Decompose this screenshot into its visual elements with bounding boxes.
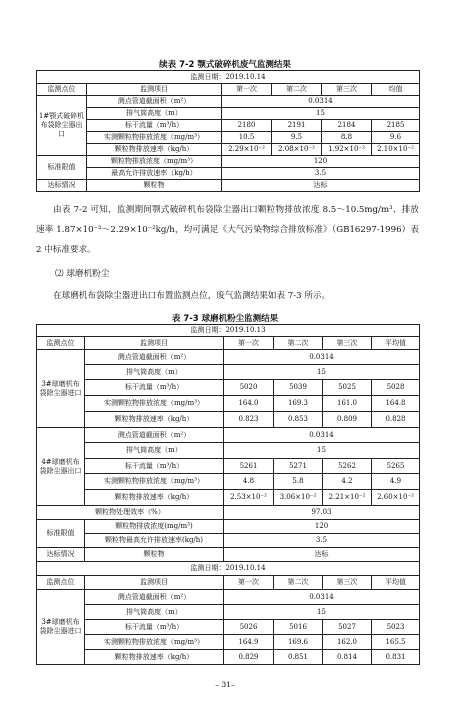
cell: 5261 <box>224 459 274 474</box>
area-value: 0.0314 <box>224 590 420 605</box>
monitor-date: 监测日期：2019.10.13 <box>37 325 420 337</box>
cell: 169.6 <box>274 635 323 650</box>
cell: 0.828 <box>372 412 420 428</box>
cell: 8.8 <box>322 132 372 144</box>
row-label: 标干流量（m³/h） <box>85 380 224 396</box>
cell: 2.10×10⁻² <box>372 144 420 156</box>
location-cell: 4#球磨机布袋除尘器出口 <box>37 428 85 506</box>
row-label: 颗粒物排放速率（kg/h） <box>85 412 224 428</box>
row-label: 实测颗粒物排放浓度（mg/m³） <box>85 474 224 490</box>
row-label: 颗粒物排放速率（kg/h） <box>85 490 224 506</box>
row-label: 标干流量（m³/h） <box>85 459 224 474</box>
cell: 5265 <box>372 459 420 474</box>
row-label: 颗粒物排放速率（kg/h） <box>85 650 224 665</box>
col-header-run-2: 第二次 <box>272 84 322 96</box>
cell: 165.5 <box>372 635 420 650</box>
cell: 0.851 <box>274 650 323 665</box>
col-header-item: 监测项目 <box>87 84 222 96</box>
col-header-run-3: 第三次 <box>323 337 372 350</box>
cell: 5023 <box>372 620 420 635</box>
col-header-mean: 均值 <box>372 84 420 96</box>
cell: 5039 <box>274 380 323 396</box>
cell: 5027 <box>323 620 372 635</box>
height-value: 15 <box>224 365 420 380</box>
limit-item: 最高允许排放速率（kg/h） <box>87 168 222 180</box>
cell: 0.814 <box>323 650 372 665</box>
row-label: 标干流量（m³/h） <box>85 620 224 635</box>
cell: 0.809 <box>323 412 372 428</box>
cell: 2.08×10⁻² <box>272 144 322 156</box>
area-label: 测点管道截面积（m²） <box>85 590 224 605</box>
cell: 4.2 <box>323 474 372 490</box>
cell: 5262 <box>323 459 372 474</box>
col-header-mean: 平均值 <box>372 576 420 590</box>
col-header-run-1: 第一次 <box>222 84 272 96</box>
row-label: 标干流量（m³/h） <box>87 120 222 132</box>
efficiency-label: 颗粒物处理效率（%） <box>37 506 224 520</box>
limit-item: 颗粒物最高允许排放速率(kg/h) <box>85 534 224 548</box>
limit-label: 标准限值 <box>37 520 85 548</box>
cell: 164.0 <box>224 396 274 412</box>
cell: 4.8 <box>224 474 274 490</box>
status-value: 达标 <box>222 180 420 192</box>
cell: 5020 <box>224 380 274 396</box>
col-header-item: 监测项目 <box>85 337 224 350</box>
paragraph-intro: 在球磨机布袋除尘器进出口布置监测点位，废气监测结果如表 7-3 所示。 <box>53 291 331 301</box>
limit-label: 标准限值 <box>37 156 87 180</box>
cell: 164.8 <box>372 396 420 412</box>
area-value: 0.0314 <box>224 350 420 365</box>
height-label: 排气筒高度（m） <box>85 443 224 459</box>
table-7-3-caption: 表 7-3 球磨机粉尘监测结果 <box>171 314 279 324</box>
cell: 0.823 <box>224 412 274 428</box>
limit-item: 颗粒物排放浓度（mg/m³） <box>87 156 222 168</box>
col-header-location: 监测点位 <box>37 84 87 96</box>
limit-value: 120 <box>224 520 420 534</box>
status-label: 达标情况 <box>37 180 87 192</box>
limit-value: 3.5 <box>224 534 420 548</box>
col-header-item: 监测项目 <box>85 576 224 590</box>
height-label: 排气筒高度（m） <box>85 365 224 380</box>
cell: 0.831 <box>372 650 420 665</box>
col-header-run-2: 第二次 <box>274 576 323 590</box>
cell: 169.3 <box>274 396 323 412</box>
row-label: 实测颗粒物排放浓度（mg/m³） <box>85 635 224 650</box>
status-item: 颗粒物 <box>87 180 222 192</box>
cell: 5025 <box>323 380 372 396</box>
location-cell: 1#颚式破碎机布袋除尘器出口 <box>37 96 87 156</box>
efficiency-value: 97.03 <box>224 506 420 520</box>
location-cell: 3#球磨机布袋除尘器进口 <box>37 590 85 665</box>
status-label: 达标情况 <box>37 548 85 562</box>
col-header-run-2: 第二次 <box>274 337 323 350</box>
cell: 2185 <box>372 120 420 132</box>
col-header-location: 监测点位 <box>37 337 85 350</box>
cell: 0.829 <box>224 650 274 665</box>
cell: 164.9 <box>224 635 274 650</box>
cell: 161.0 <box>323 396 372 412</box>
cell: 5.8 <box>274 474 323 490</box>
limit-value: 120 <box>222 156 420 168</box>
col-header-location: 监测点位 <box>37 576 85 590</box>
monitor-date: 监测日期：2019.10.14 <box>37 71 420 84</box>
cell: 10.5 <box>222 132 272 144</box>
row-label: 颗粒物排放速率（kg/h） <box>87 144 222 156</box>
location-cell: 3#球磨机布袋除尘器进口 <box>37 350 85 428</box>
table-7-3 <box>36 324 420 665</box>
limit-value: 3.5 <box>222 168 420 180</box>
cell: 162.0 <box>323 635 372 650</box>
col-header-run-3: 第三次 <box>323 576 372 590</box>
cell: 9.6 <box>372 132 420 144</box>
cell: 5016 <box>274 620 323 635</box>
cell: 0.853 <box>274 412 323 428</box>
cell: 2.53×10⁻² <box>224 490 274 506</box>
limit-item: 颗粒物排放浓度(mg/m³) <box>85 520 224 534</box>
col-header-mean: 平均值 <box>372 337 420 350</box>
area-label: 测点管道截面积（m²） <box>85 350 224 365</box>
cell: 2184 <box>322 120 372 132</box>
table-7-2-caption: 续表 7-2 颚式破碎机废气监测结果 <box>159 60 291 70</box>
cell: 9.5 <box>272 132 322 144</box>
cell: 2191 <box>272 120 322 132</box>
height-value: 15 <box>224 443 420 459</box>
cell: 4.9 <box>372 474 420 490</box>
cell: 5028 <box>372 380 420 396</box>
status-value: 达标 <box>224 548 420 562</box>
monitor-date: 监测日期：2019.10.14 <box>37 562 420 576</box>
area-label: 测点管道截面积（m²） <box>85 428 224 443</box>
cell: 2.21×10⁻² <box>323 490 372 506</box>
area-label: 测点管道截面积（m²） <box>87 96 222 108</box>
table-7-2 <box>36 70 420 192</box>
cell: 5271 <box>274 459 323 474</box>
cell: 5026 <box>224 620 274 635</box>
height-value: 15 <box>222 108 420 120</box>
col-header-run-3: 第三次 <box>322 84 372 96</box>
section-heading: ⑵ 球磨机粉尘 <box>55 269 110 279</box>
paragraph-analysis: 由表 7-2 可知，监测期间颚式破碎机布袋除尘器出口颗粒物排放浓度 8.5～10.5mg/m³、排放速率 1.87×10⁻²～2.29×10⁻²kg/h，均可满足《大气污染物综合排放标准》（GB16297-1996）表 2 中标准要求。 <box>36 205 419 255</box>
status-item: 颗粒物 <box>85 548 224 562</box>
cell: 2.29×10⁻² <box>222 144 272 156</box>
page-number: – 31– <box>215 680 235 689</box>
area-value: 0.0314 <box>222 96 420 108</box>
row-label: 实测颗粒物排放浓度（mg/m³） <box>87 132 222 144</box>
height-label: 排气筒高度（m） <box>87 108 222 120</box>
cell: 1.92×10⁻² <box>322 144 372 156</box>
col-header-run-1: 第一次 <box>224 337 274 350</box>
cell: 2.60×10⁻² <box>372 490 420 506</box>
cell: 3.06×10⁻² <box>274 490 323 506</box>
row-label: 实测颗粒物排放浓度（mg/m³） <box>85 396 224 412</box>
cell: 2180 <box>222 120 272 132</box>
col-header-run-1: 第一次 <box>224 576 274 590</box>
area-value: 0.0314 <box>224 428 420 443</box>
height-value: 15 <box>224 605 420 620</box>
height-label: 排气筒高度（m） <box>85 605 224 620</box>
